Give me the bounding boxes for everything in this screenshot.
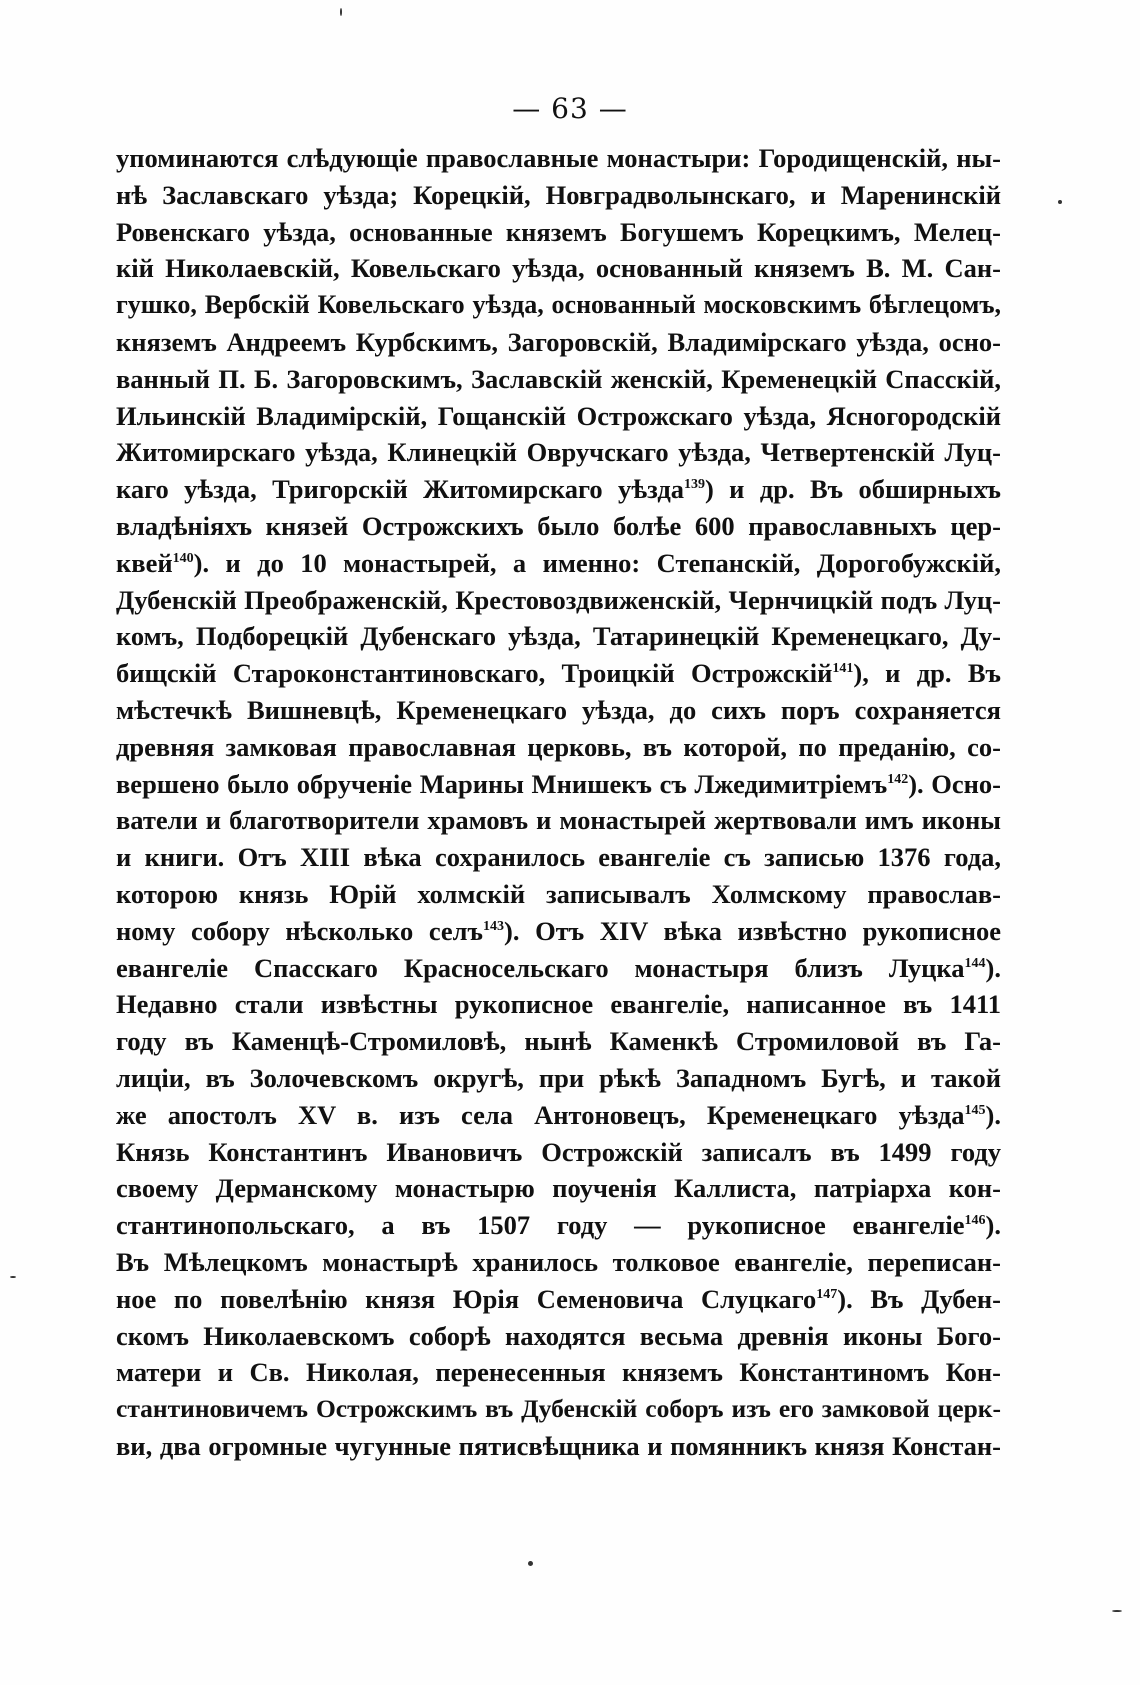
scan-speck	[528, 1561, 533, 1566]
text-line	[116, 214, 1001, 251]
text-line	[116, 839, 1001, 876]
text-segment: кій Николаевскій, Ковельскаго уѣзда, основанный княземъ В. М. Сан-	[116, 253, 1001, 284]
text-segment: лиціи, въ Золочевскомъ округѣ, при рѣкѣ Западномъ Бугѣ, и такой	[116, 1062, 1001, 1093]
text-segment: Ильинскій Владимірскій, Гощанскій Острожскаго уѣзда, Ясногородскій	[116, 400, 1001, 431]
footnote-ref: 147	[816, 1286, 838, 1302]
text-segment: ).	[985, 1099, 1001, 1130]
text-line	[116, 1060, 1001, 1097]
text-line	[116, 140, 1001, 177]
text-segment: древняя замковая православная церковь, въ которой, по преданію, со-	[116, 731, 1001, 762]
footnote-ref: 141	[832, 661, 854, 677]
text-line	[116, 1428, 1001, 1465]
text-line	[116, 324, 1001, 361]
text-segment: вершено было обрученіе Марины Мнишекъ съ Лжедимитріемъ	[116, 768, 888, 799]
text-line	[116, 1207, 1001, 1244]
text-line	[116, 729, 1001, 766]
text-segment: Недавно стали извѣстны рукописное евангеліе, написанное въ 1411	[116, 989, 1001, 1020]
footnote-ref: 142	[887, 771, 909, 787]
text-segment: ).	[985, 952, 1001, 983]
text-segment: стантиновичемъ Острожскимъ въ Дубенскій соборъ изъ его замковой церк-	[116, 1394, 1001, 1424]
text-segment: и книги. Отъ XIII вѣка сохранилось евангеліе съ записью 1376 года,	[116, 842, 1001, 873]
text-line	[116, 508, 1001, 545]
text-line	[116, 177, 1001, 214]
text-line	[116, 287, 1001, 324]
text-segment: Дубенскій Преображенскій, Крестовоздвиженскій, Чернчицкій подъ Луц-	[116, 584, 1001, 615]
text-segment: упоминаются слѣдующіе православные монастыри: Городищенскій, ны-	[116, 143, 1001, 173]
text-segment: ное по повелѣнію князя Юрія Семеновича Слуцкаго	[116, 1283, 817, 1314]
text-segment: ). Отъ XIV вѣка извѣстно рукописное	[504, 915, 1001, 946]
text-segment: комъ, Подборецкій Дубенскаго уѣзда, Татаринецкій Кременецкаго, Ду-	[116, 621, 1001, 652]
text-segment: ватели и благотворители храмовъ и монастырей жертвовали имъ иконы	[116, 805, 1001, 836]
footnote-ref: 140	[172, 550, 194, 566]
text-line	[116, 876, 1001, 913]
text-line	[116, 434, 1001, 471]
text-segment: которою князь Юрій холмскій записывалъ Холмскому православ-	[116, 878, 1001, 909]
text-segment: гушко, Вербскій Ковельскаго уѣзда, основанный московскимъ бѣглецомъ,	[116, 290, 1001, 320]
footnote-ref: 146	[964, 1213, 986, 1229]
text-segment: Ровенскаго уѣзда, основанные княземъ Богушемъ Корецкимъ, Мелец-	[116, 216, 1001, 247]
text-line	[116, 398, 1001, 435]
text-line	[116, 1281, 1001, 1318]
text-segment: нѣ Заславскаго уѣзда; Корецкій, Новградволынскаго, и Маренинскій	[116, 179, 1001, 210]
scan-speck	[340, 8, 342, 16]
scan-speck	[1112, 1610, 1122, 1612]
text-line	[116, 582, 1001, 619]
text-segment: ). Въ Дубен-	[837, 1283, 1001, 1314]
text-segment: же апостолъ XV в. изъ села Антоновецъ, Кременецкаго уѣзда	[116, 1099, 965, 1130]
text-line	[116, 950, 1001, 987]
footnote-ref: 143	[483, 918, 504, 934]
text-segment: ), и др. Въ	[853, 658, 1001, 689]
text-segment: княземъ Андреемъ Курбскимъ, Загоровскій, Владимірскаго уѣзда, осно-	[116, 326, 1001, 357]
text-line	[116, 1134, 1001, 1171]
text-segment: бищскій Староконстантиновскаго, Троицкій Острожскій	[116, 658, 833, 689]
text-line	[116, 766, 1001, 803]
text-segment: ванный П. Б. Загоровскимъ, Заславскій женскій, Кременецкій Спасскій,	[116, 363, 1001, 394]
text-line	[116, 471, 1001, 508]
text-line	[116, 1097, 1001, 1134]
text-line	[116, 655, 1001, 692]
text-line	[116, 1170, 1001, 1207]
text-line	[116, 1354, 1001, 1391]
text-line	[116, 250, 1001, 287]
text-line	[116, 618, 1001, 655]
text-line	[116, 802, 1001, 839]
text-line	[116, 1023, 1001, 1060]
text-line	[116, 1244, 1001, 1281]
text-segment: квей	[116, 547, 173, 578]
footnote-ref: 139	[683, 477, 705, 493]
footnote-ref: 144	[964, 955, 986, 971]
text-line	[116, 1318, 1001, 1355]
text-segment: скомъ Николаевскомъ соборѣ находятся весьма древнія иконы Бого-	[116, 1320, 1001, 1351]
text-segment: Князь Константинъ Ивановичъ Острожскій записалъ въ 1499 году	[116, 1136, 1001, 1167]
footnote-ref: 145	[964, 1102, 986, 1118]
text-segment: евангеліе Спасскаго Красносельскаго монастыря близъ Луцка	[116, 952, 965, 983]
text-segment: Въ Мѣлецкомъ монастырѣ хранилось толковое евангеліе, переписан-	[116, 1246, 1001, 1277]
text-line	[116, 1391, 1001, 1428]
text-segment: Житомирскаго уѣзда, Клинецкій Овручскаго уѣзда, Четвертенскій Луц-	[116, 437, 1001, 468]
text-line	[116, 913, 1001, 950]
text-segment: мѣстечкѣ Вишневцѣ, Кременецкаго уѣзда, до сихъ поръ сохраняется	[116, 694, 1001, 725]
text-segment: стантинопольскаго, а въ 1507 году — рукописное евангеліе	[116, 1210, 965, 1241]
text-segment: своему Дерманскому монастырю поученія Каллиста, патріарха кон-	[116, 1173, 1001, 1204]
text-line	[116, 986, 1001, 1023]
text-line	[116, 361, 1001, 398]
text-segment: каго уѣзда, Тригорскій Житомирскаго уѣзда	[116, 474, 684, 505]
text-line	[116, 545, 1001, 582]
page-number: — 63 —	[512, 92, 628, 125]
text-segment: ному собору нѣсколько селъ	[116, 915, 483, 946]
text-line	[116, 692, 1001, 729]
text-segment: году въ Каменцѣ-Стромиловѣ, нынѣ Каменкѣ Стромиловой въ Га-	[116, 1026, 1001, 1057]
scan-speck	[1058, 200, 1062, 204]
text-segment: владѣніяхъ князей Острожскихъ было болѣе 600 православныхъ цер-	[116, 510, 1001, 541]
text-segment: ) и др. Въ обширныхъ	[704, 474, 1001, 505]
text-segment: ). и до 10 монастырей, а именно: Степанскій, Дорогобужскій,	[193, 547, 1001, 578]
body-text	[116, 140, 1001, 1465]
text-segment: матери и Св. Николая, перенесенныя княземъ Константиномъ Кон-	[116, 1357, 1001, 1388]
text-segment: ).	[985, 1210, 1001, 1241]
text-segment: ). Осно-	[908, 768, 1001, 799]
text-segment: ви, два огромные чугунные пятисвѣщника и помянникъ князя Констан-	[116, 1430, 1001, 1461]
scan-speck	[10, 1276, 16, 1278]
